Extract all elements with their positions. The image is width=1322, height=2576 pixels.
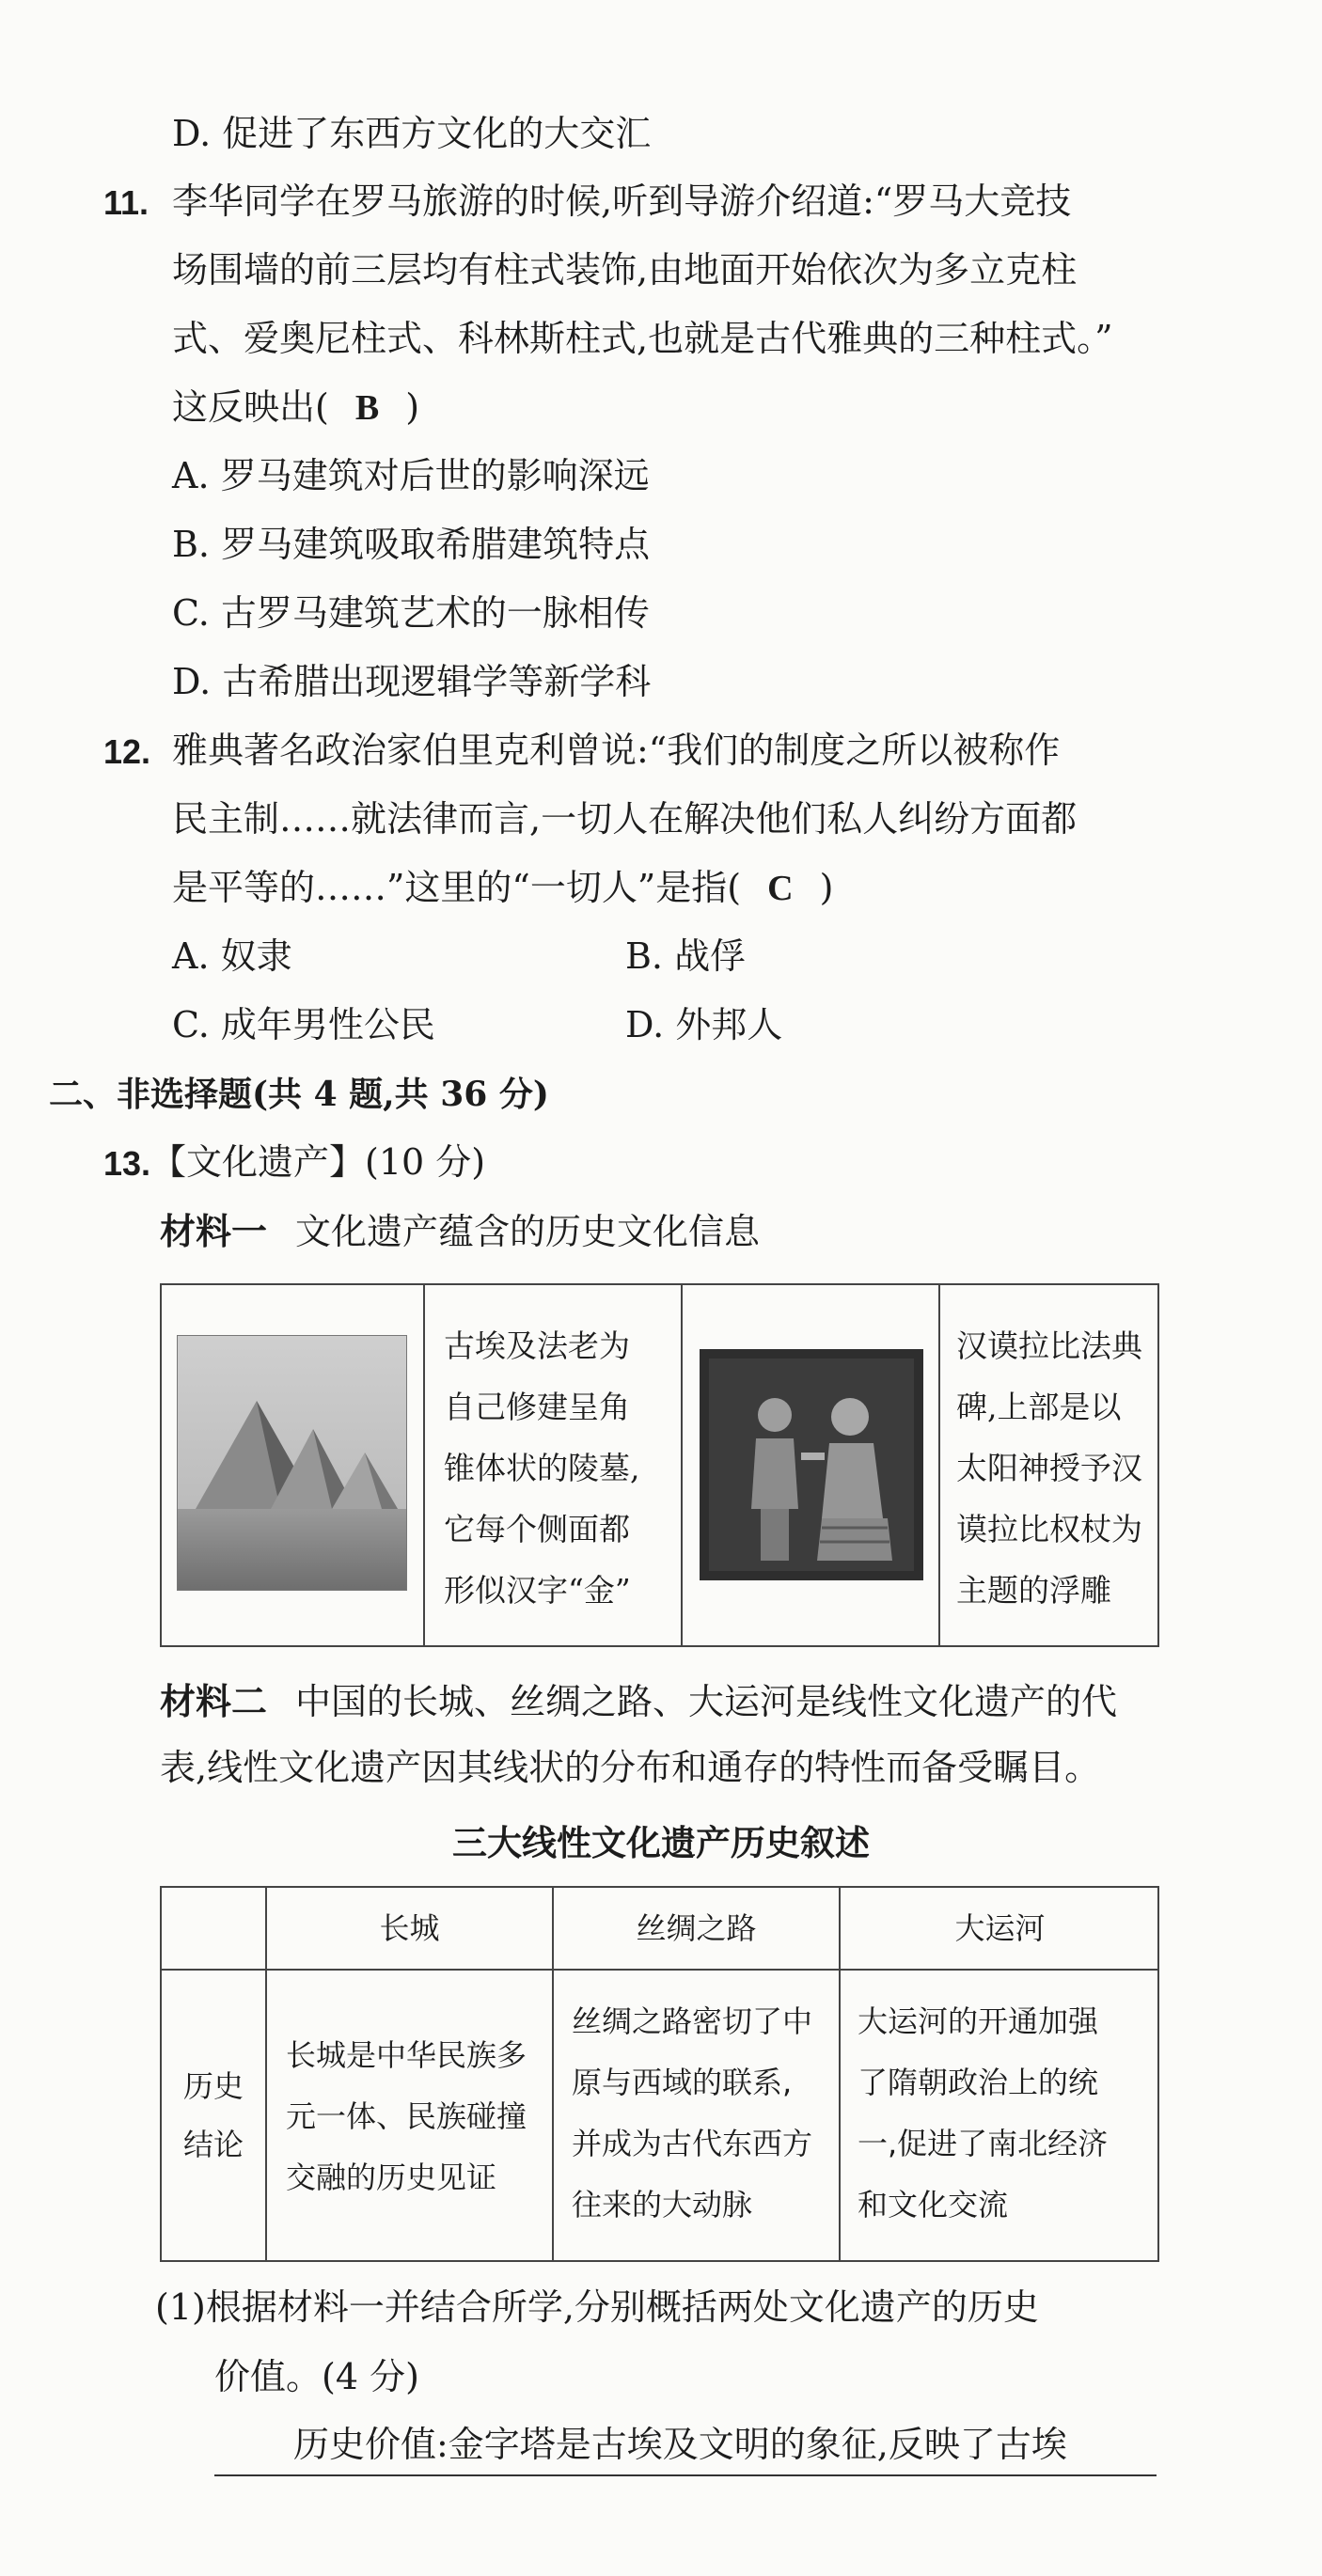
- material2-line2: 表,线性文化遗产因其线状的分布和通存的特性而备受瞩目。: [160, 1747, 1101, 1788]
- cell-grand-canal: 大运河的开通加强 了隋朝政治上的统 一,促进了南北经济 和文化交流: [858, 2003, 1109, 2223]
- material1-label: 材料一: [160, 1211, 268, 1252]
- q13-title: 【文化遗产】(10 分): [150, 1141, 486, 1183]
- material2-line1: 材料二 中国的长城、丝绸之路、大运河是线性文化遗产的代: [160, 1681, 1118, 1722]
- m1-divider-2: [681, 1285, 683, 1645]
- pyramid-image: [177, 1335, 407, 1591]
- table-row-header: 历史 结论: [182, 2068, 244, 2162]
- pyramid-description: 古埃及法老为 自己修建呈角 锥体状的陵墓, 它每个侧面都 形似汉字“金”: [444, 1327, 640, 1609]
- answer-underline: [214, 2474, 1157, 2476]
- q11-option-d: D. 古希腊出现逻辑学等新学科: [172, 661, 652, 702]
- q13-sub1-line1: (1)根据材料一并结合所学,分别概括两处文化遗产的历史: [155, 2286, 1039, 2328]
- material1-text: 文化遗产蕴含的历史文化信息: [295, 1211, 761, 1252]
- table-header-grand-canal: 大运河: [954, 1910, 1046, 1946]
- q11-option-b: B. 罗马建筑吸取希腊建筑特点: [172, 524, 651, 565]
- q12-stem-line3: 是平等的……”这里的“一切人”是指( C ): [172, 867, 834, 908]
- hammurabi-description: 汉谟拉比法典 碑,上部是以 太阳神授予汉 谟拉比权杖为 主题的浮雕: [956, 1327, 1142, 1609]
- q11-stem-line3: 式、爱奥尼柱式、科林斯柱式,也就是古代雅典的三种柱式。”: [172, 318, 1113, 359]
- hammurabi-stele-image: [700, 1349, 923, 1580]
- q13-sub1-line2: 价值。(4 分): [214, 2356, 419, 2397]
- q12-option-a: A. 奴隶: [172, 935, 292, 977]
- q12-option-b: B. 战俘: [625, 935, 747, 977]
- q11-option-a: A. 罗马建筑对后世的影响深远: [172, 455, 650, 496]
- material1-table: [160, 1283, 1159, 1647]
- q12-option-c: C. 成年男性公民: [172, 1004, 435, 1045]
- q11-answer: B: [354, 388, 380, 428]
- q11-number: 11.: [103, 183, 150, 222]
- heritage-table: [160, 1886, 1159, 2262]
- q12-number: 12.: [103, 732, 151, 771]
- q10-option-d: D. 促进了东西方文化的大交汇: [172, 113, 652, 154]
- q11-stem-line4: 这反映出( B ): [172, 386, 420, 428]
- q13-answer-line: 历史价值:金字塔是古埃及文明的象征,反映了古埃: [293, 2424, 1067, 2465]
- q12-stem-line1: 雅典著名政治家伯里克利曾说:“我们的制度之所以被称作: [172, 730, 1061, 771]
- material1-heading: [160, 1209, 760, 1254]
- material2-label: 材料二: [160, 1681, 268, 1722]
- table-header-silk-road: 丝绸之路: [636, 1910, 757, 1946]
- q11-stem-line2: 场围墙的前三层均有柱式装饰,由地面开始依次为多立克柱: [172, 249, 1078, 291]
- q12-answer: C: [767, 869, 794, 908]
- table-header-great-wall: 长城: [379, 1910, 440, 1946]
- q11-option-c: C. 古罗马建筑艺术的一脉相传: [172, 592, 650, 634]
- q12-stem-line2: 民主制……就法律而言,一切人在解决他们私人纠纷方面都: [172, 798, 1078, 840]
- cell-great-wall: 长城是中华民族多 元一体、民族碰撞 交融的历史见证: [286, 2037, 527, 2195]
- table-title: 三大线性文化遗产历史叙述: [452, 1823, 870, 1863]
- q12-option-d: D. 外邦人: [625, 1004, 783, 1045]
- m1-divider-1: [423, 1285, 425, 1645]
- cell-silk-road: 丝绸之路密切了中 原与西域的联系, 并成为古代东西方 往来的大动脉: [572, 2003, 813, 2223]
- table-header-divider: [162, 1969, 1157, 1971]
- q13-number: 13.: [103, 1144, 151, 1183]
- section-title: 二、非选择题(共 4 题,共 36 分): [49, 1075, 549, 1114]
- q11-stem-line1: 李华同学在罗马旅游的时候,听到导游介绍道:“罗马大竞技: [172, 181, 1072, 222]
- m1-divider-3: [938, 1285, 940, 1645]
